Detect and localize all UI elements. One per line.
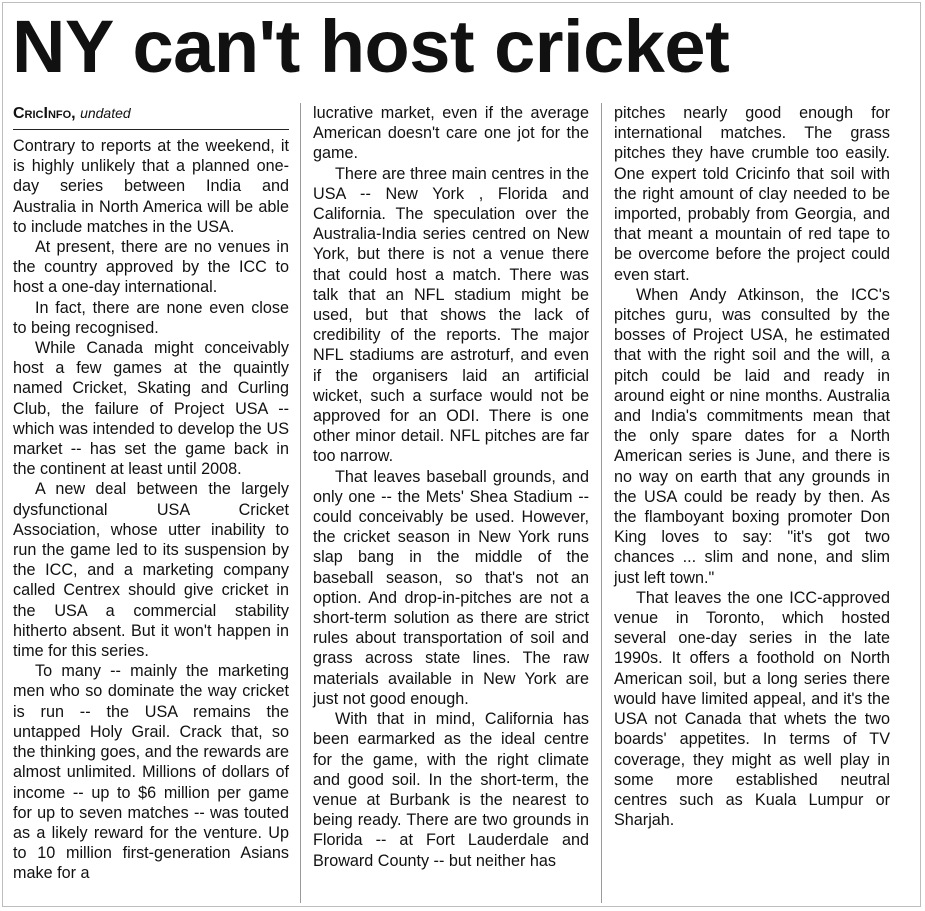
paragraph: In fact, there are none even close to being recognised. [13, 298, 289, 337]
byline [13, 103, 289, 130]
paragraph: There are three main centres in the USA -- New York , Florida and California. The speculation over the Australia-India series centred on New York, but there is not a venue there that could host a match. There was talk that an NFL stadium might be used, but that shows the lack of credibility of the reports. The major NFL stadiums are astroturf, and even if the organisers laid an artificial wicket, such a surface would not be approved for an ODI. There is one other minor detail. NFL pitches are far too narrow. [313, 164, 589, 466]
paragraph-continued: pitches nearly good enough for international matches. The grass pitches they have crumble too easily. One expert told Cricinfo that soil with the right amount of clay needed to be imported, probably from Georgia, and that meant a mountain of red tape to be overcome before the project could even start. [614, 104, 890, 284]
paragraph: While Canada might conceivably host a few games at the quaintly named Cricket, Skating and Curling Club, the failure of Project USA -- which was intended to develop the US market -- has set the game back in the continent at least until 2008. [13, 339, 289, 479]
headline: NY can't host cricket [12, 5, 730, 88]
paragraph: A new deal between the largely dysfunctional USA Cricket Association, whose utter inability to run the game led to its suspension by the ICC, and a marketing company called Centrex should give cricket in the USA a commercial stability hitherto absent. But it won't happen in time for this series. [13, 480, 289, 661]
byline-date: undated [80, 105, 131, 121]
paragraph: At present, there are no venues in the country approved by the ICC to host a one-day international. [13, 238, 289, 297]
article-column-1 [13, 103, 289, 884]
paragraph: With that in mind, California has been earmarked as the ideal centre for the game, with the right climate and good soil. In the short-term, the venue at Burbank is the nearest to being ready. There are two grounds in Florida -- at Fort Lauderdale and Broward County -- but neither has [313, 710, 589, 870]
paragraph-continued: lucrative market, even if the average American doesn't care one jot for the game. [313, 104, 589, 163]
paragraph: When Andy Atkinson, the ICC's pitches guru, was consulted by the bosses of Project USA, he estimated that with the right soil and the will, a pitch could be laid and ready in around eight or nine months. Australia and India's commitments mean that the only spare dates for a North American series is June, and there is no way on earth that any grounds in the USA could be ready by then. As the flamboyant boxing promoter Don King loves to say: "it's got two chances ... slim and none, and slim just left town." [614, 285, 890, 587]
paragraph: That leaves baseball grounds, and only one -- the Mets' Shea Stadium -- could conceivably be used. However, the cricket season in New York runs slap bang in the middle of the baseball season, so that's not an option. And drop-in-pitches are not a short-term solution as there are strict rules about transportation of soil and grass across state lines. The raw materials available in New York are just not good enough. [313, 467, 589, 708]
paragraph: To many -- mainly the marketing men who so dominate the way cricket is run -- the USA remains the untapped Holy Grail. Crack that, so the thinking goes, and the rewards are almost unlimited. Millions of dollars of income -- up to $6 million per game for up to seven matches -- was touted as a likely reward for the venture. Up to 10 million first-generation Asians make for a [13, 662, 289, 883]
paragraph: Contrary to reports at the weekend, it is highly unlikely that a planned one-day series between India and Australia in North America will be able to include matches in the USA. [13, 137, 289, 236]
column-divider [300, 103, 301, 903]
article-column-3 [614, 103, 890, 830]
article-column-2 [313, 103, 589, 871]
column-divider [601, 103, 602, 903]
byline-source: CricInfo, [13, 105, 76, 122]
paragraph: That leaves the one ICC-approved venue in Toronto, which hosted several one-day series in the late 1990s. It offers a foothold on North American soil, but a long series there would have limited appeal, and it's the USA not Canada that whets the two boards' appetites. In terms of TV coverage, they might as well play in some more established neutral centres such as Kuala Lumpur or Sharjah. [614, 588, 890, 830]
